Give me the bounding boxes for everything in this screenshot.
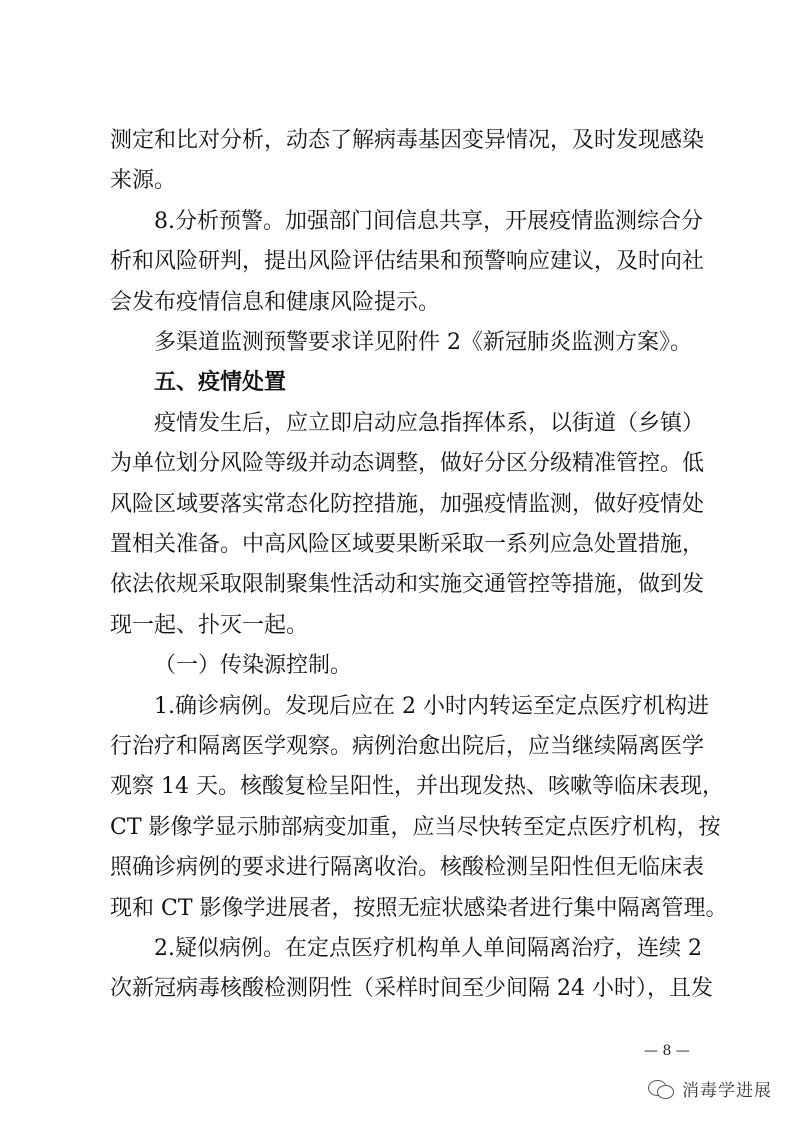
body-line: 次新冠病毒核酸检测阴性（采样时间至少间隔 24 小时），且发	[110, 976, 713, 1001]
wechat-icon	[648, 1078, 676, 1100]
body-line: 行治疗和隔离医学观察。病例治愈出院后，应当继续隔离医学	[110, 734, 705, 759]
body-line: 现和 CT 影像学进展者，按照无症状感染者进行集中隔离管理。	[110, 896, 728, 921]
paragraph-start-line: 8.分析预警。加强部门间信息共享，开展疫情监测综合分	[154, 209, 703, 234]
paragraph-start-line: 2.疑似病例。在定点医疗机构单人单间隔离治疗，连续 2	[154, 936, 702, 961]
body-line: 观察 14 天。核酸复检呈阳性，并出现发热、咳嗽等临床表现，	[110, 774, 724, 799]
body-line: 析和风险研判，提出风险评估结果和预警响应建议，及时向社	[110, 249, 705, 274]
body-line: 置相关准备。中高风险区域要果断采取一系列应急处置措施，	[110, 532, 705, 557]
watermark	[648, 1076, 772, 1101]
body-line: 照确诊病例的要求进行隔离收治。核酸检测呈阳性但无临床表	[110, 855, 705, 880]
subsection-heading: （一）传染源控制。	[154, 653, 353, 678]
body-line: 会发布疫情信息和健康风险提示。	[110, 290, 441, 315]
body-line: 现一起、扑灭一起。	[110, 613, 309, 638]
paragraph-start-line: 疫情发生后，应立即启动应急指挥体系，以街道（乡镇）	[154, 411, 705, 436]
body-line: 依法依规采取限制聚集性活动和实施交通管控等措施，做到发	[110, 572, 705, 597]
body-line: CT 影像学显示肺部病变加重，应当尽快转至定点医疗机构，按	[110, 815, 721, 840]
section-heading: 五、疫情处置	[154, 370, 287, 395]
body-line: 来源。	[110, 168, 177, 193]
body-line: 风险区域要落实常态化防控措施，加强疫情监测，做好疫情处	[110, 492, 705, 517]
watermark-text: 消毒学进展	[682, 1081, 772, 1101]
paragraph-start-line: 多渠道监测预警要求详见附件 2《新冠肺炎监测方案》。	[154, 330, 692, 355]
page-number: — 8 —	[644, 1043, 690, 1059]
body-line: 为单位划分风险等级并动态调整，做好分区分级精准管控。低	[110, 451, 705, 476]
paragraph-start-line: 1.确诊病例。发现后应在 2 小时内转运至定点医疗机构进	[154, 694, 709, 719]
body-line: 测定和比对分析，动态了解病毒基因变异情况，及时发现感染	[110, 128, 705, 153]
